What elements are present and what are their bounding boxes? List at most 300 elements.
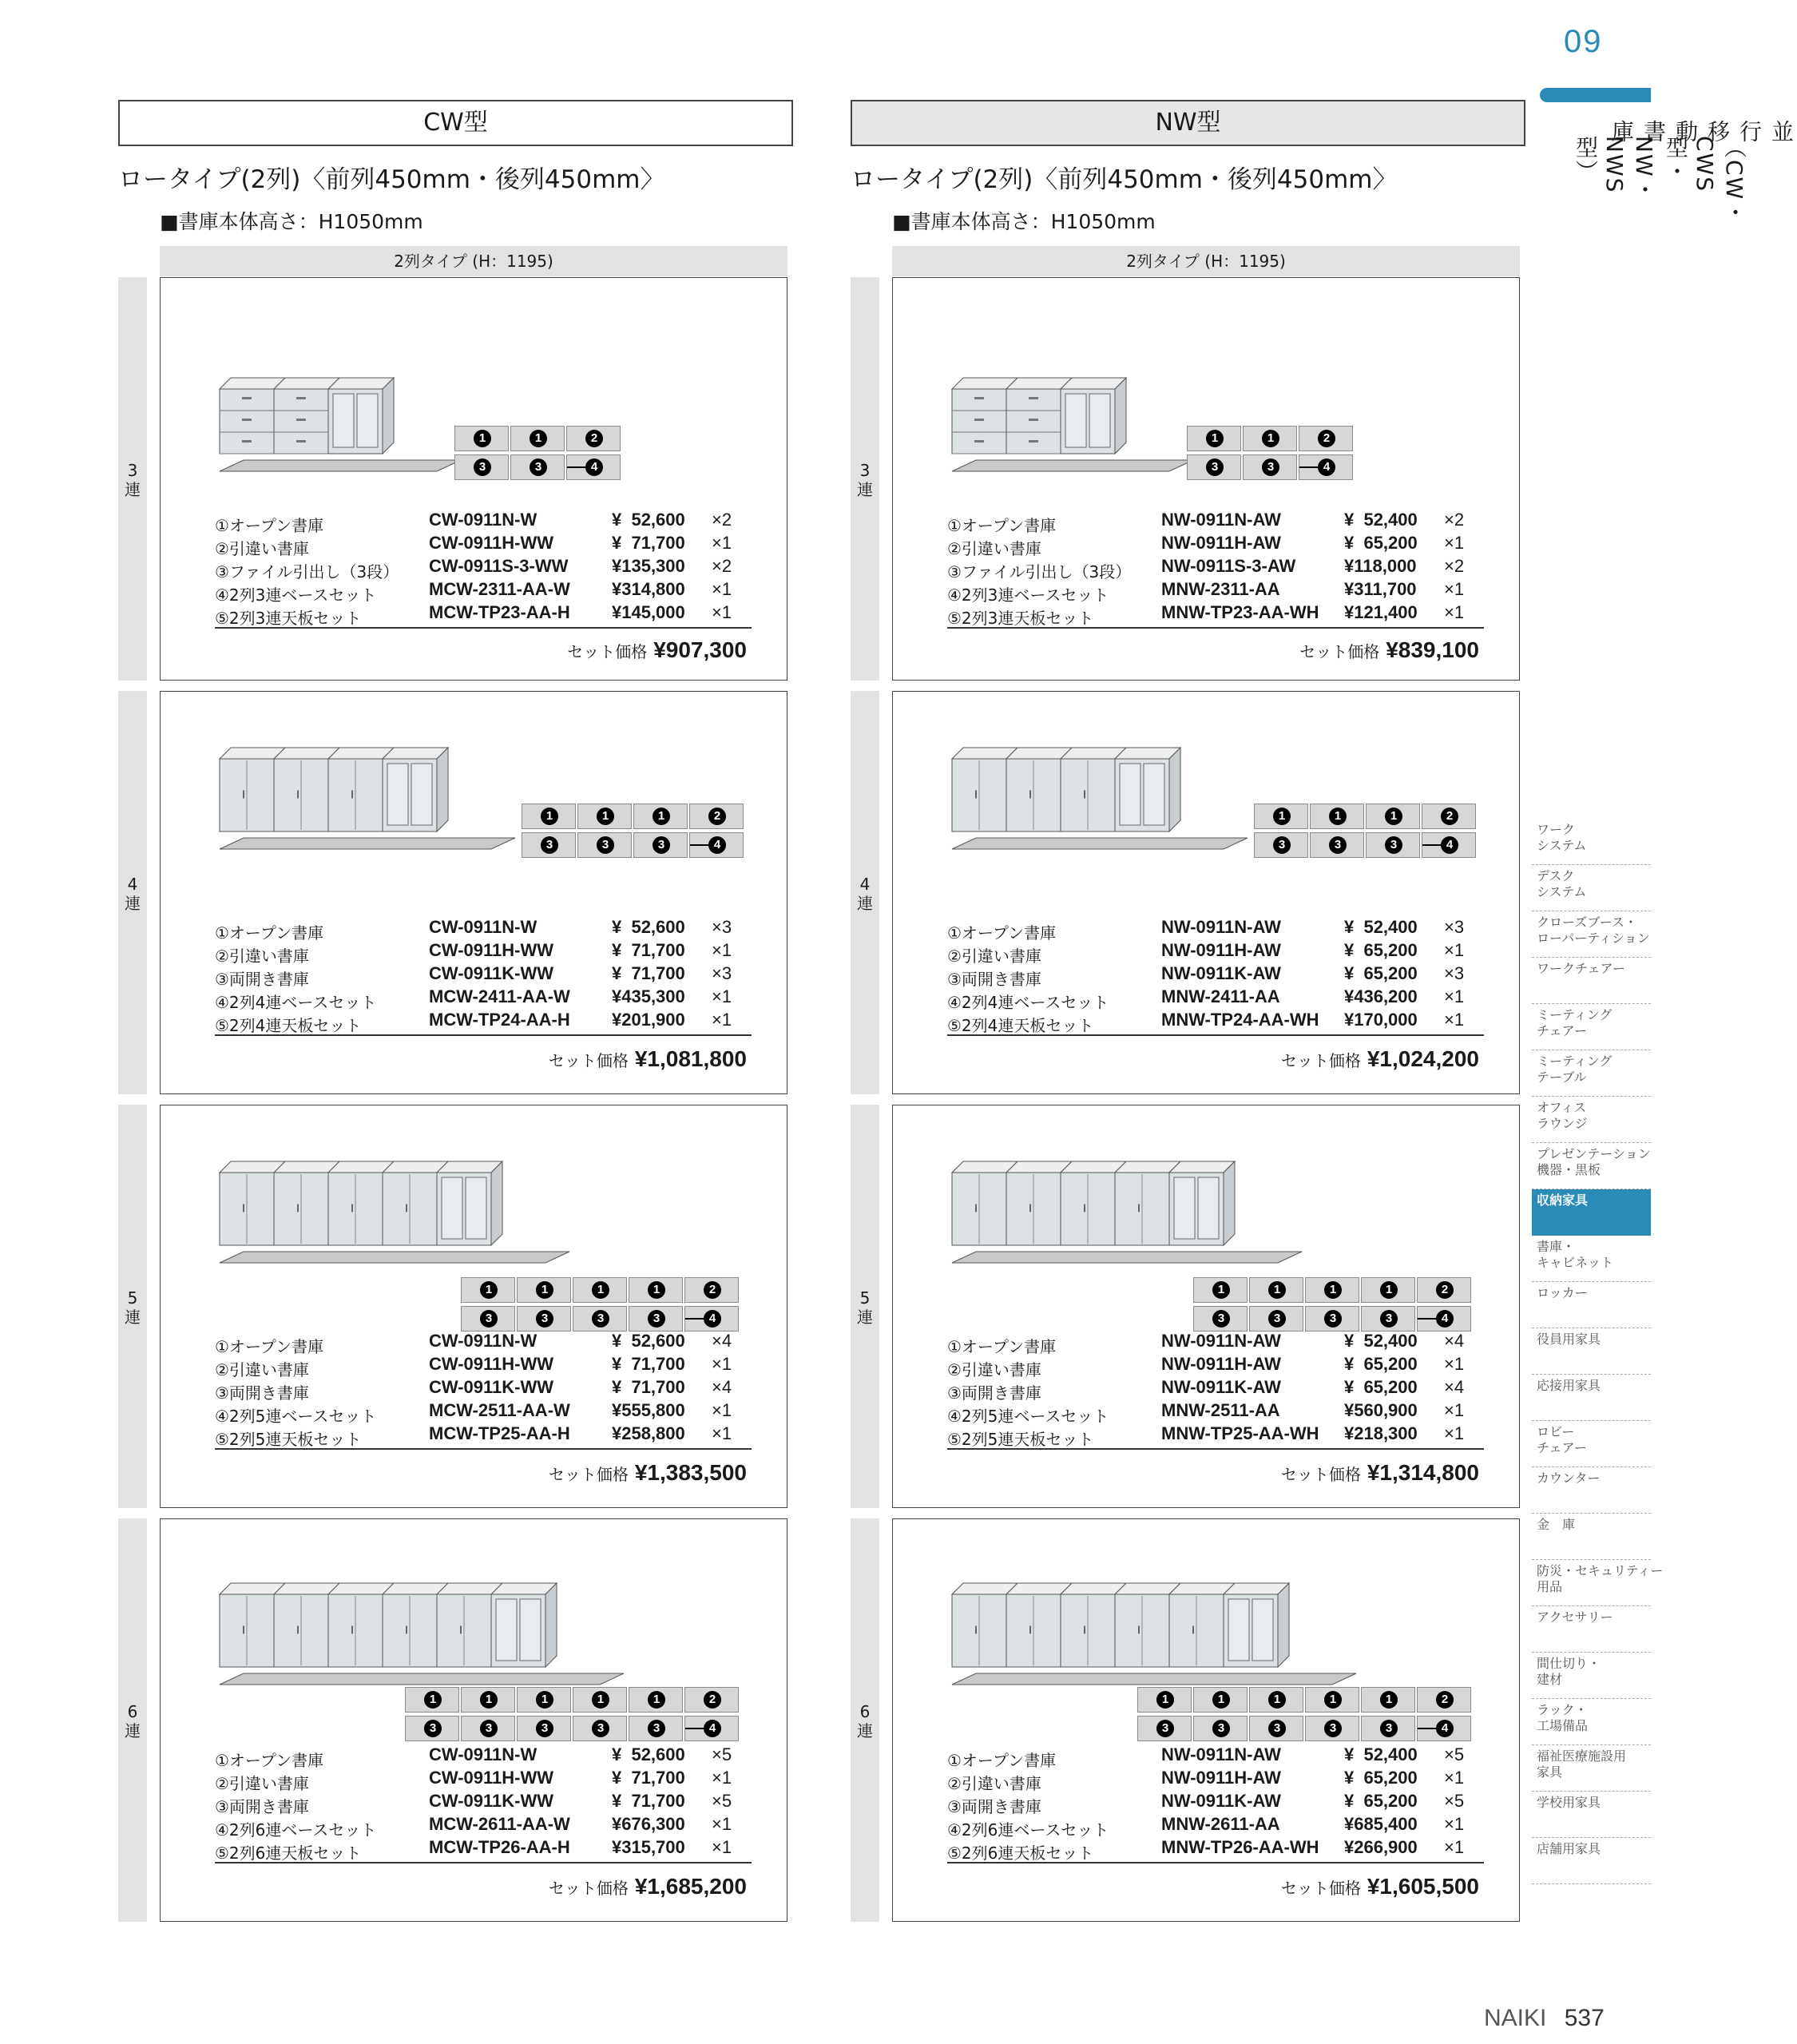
item-row <box>947 1814 1484 1840</box>
set-box <box>160 691 787 1094</box>
sidebar-item[interactable] <box>1532 1282 1651 1328</box>
row-label: 3 連 <box>125 461 141 499</box>
item-model: MCW-TP24-AA-H <box>429 1010 570 1030</box>
item-model: MNW-2411-AA <box>1161 986 1280 1006</box>
item-name: ④2列3連ベースセット <box>947 585 1109 605</box>
layout-cell <box>1422 832 1476 858</box>
item-price: ¥121,400 <box>1344 602 1418 622</box>
item-price: ¥ 71,700 <box>612 940 685 960</box>
item-name: ①オープン書庫 <box>215 516 324 535</box>
layout-number-badge: 1 <box>1212 1281 1230 1299</box>
layout-cell <box>689 832 744 858</box>
layout-number-badge: 1 <box>597 808 614 825</box>
item-price: ¥170,000 <box>1344 1010 1418 1030</box>
item-name: ③両開き書庫 <box>215 1383 309 1403</box>
sidebar-item[interactable] <box>1532 1792 1651 1838</box>
item-price: ¥ 65,200 <box>1344 1377 1418 1397</box>
item-qty: ×1 <box>1444 940 1465 960</box>
layout-cell <box>510 426 565 451</box>
brand-logo: NAIKI <box>1484 2005 1547 2031</box>
layout-number-badge: 3 <box>1385 836 1402 854</box>
item-name: ①オープン書庫 <box>215 923 324 943</box>
item-name: ④2列6連ベースセット <box>947 1820 1109 1840</box>
set-price-label: セット価格 <box>567 642 648 661</box>
item-model: NW-0911H-AW <box>1161 940 1281 960</box>
item-model: NW-0911H-AW <box>1161 1768 1281 1788</box>
item-qty: ×3 <box>712 963 732 983</box>
set-price-label: セット価格 <box>548 1051 629 1070</box>
cabinet-drawing <box>952 1161 1302 1269</box>
height-spec: ■書庫本体高さ：H1050mm <box>892 210 1156 233</box>
item-price: ¥ 52,400 <box>1344 510 1418 530</box>
item-name: ④2列5連ベースセット <box>215 1407 377 1426</box>
cabinet-illustration <box>220 1161 569 1272</box>
layout-number-badge: 1 <box>648 1281 665 1299</box>
layout-number-badge: 1 <box>648 1691 665 1709</box>
item-qty: ×1 <box>1444 602 1465 622</box>
sidebar-item[interactable] <box>1532 1467 1651 1514</box>
base-line-marker <box>1422 844 1442 846</box>
sidebar-item[interactable] <box>1532 1514 1651 1560</box>
cabinet-illustration <box>952 748 1248 859</box>
sidebar-item[interactable] <box>1532 1097 1651 1143</box>
item-price: ¥ 65,200 <box>1344 533 1418 553</box>
layout-cell <box>510 454 565 480</box>
layout-number-badge: 1 <box>480 1281 498 1299</box>
item-name: ⑤2列5連天板セット <box>215 1430 362 1449</box>
item-row <box>947 1354 1484 1377</box>
row-label-panel <box>851 277 879 681</box>
layout-number-badge: 4 <box>1436 1310 1454 1328</box>
layout-number-badge: 3 <box>480 1720 498 1737</box>
item-model: CW-0911K-WW <box>429 963 554 983</box>
layout-cell <box>461 1306 515 1332</box>
layout-cell <box>1417 1716 1471 1741</box>
layout-number-badge: 3 <box>480 1310 498 1328</box>
item-qty: ×1 <box>1444 1423 1465 1443</box>
sidebar-item-label: 店舗用家具 <box>1537 1841 1601 1856</box>
cabinet-drawing <box>220 748 515 855</box>
item-model: NW-0911N-AW <box>1161 510 1281 530</box>
layout-cell <box>684 1687 739 1713</box>
layout-diagram <box>1187 426 1355 482</box>
sidebar-item-label: 応接用家具 <box>1537 1378 1601 1393</box>
item-name: ③両開き書庫 <box>947 1797 1041 1816</box>
item-price: ¥ 52,400 <box>1344 1744 1418 1764</box>
item-model: MNW-2511-AA <box>1161 1400 1280 1420</box>
item-price: ¥ 71,700 <box>612 1354 685 1374</box>
item-model: CW-0911H-WW <box>429 533 554 553</box>
item-price: ¥118,000 <box>1344 556 1417 576</box>
base-line-marker <box>1418 1728 1437 1729</box>
item-name: ③両開き書庫 <box>215 970 309 989</box>
item-price: ¥ 65,200 <box>1344 940 1418 960</box>
layout-number-badge: 3 <box>1380 1720 1398 1737</box>
cw-column <box>118 100 793 1899</box>
item-name: ④2列4連ベースセット <box>947 993 1109 1012</box>
item-name: ①オープン書庫 <box>215 1751 324 1770</box>
layout-cell <box>566 454 621 480</box>
cabinet-drawing <box>952 748 1248 855</box>
layout-cell <box>573 1687 627 1713</box>
item-row <box>215 602 752 628</box>
layout-number-badge: 1 <box>480 1691 498 1709</box>
item-name: ④2列6連ベースセット <box>215 1820 377 1840</box>
layout-number-badge: 1 <box>592 1691 609 1709</box>
item-price: ¥436,200 <box>1344 986 1418 1006</box>
item-row <box>947 1768 1484 1791</box>
item-name: ⑤2列5連天板セット <box>947 1430 1094 1449</box>
item-qty: ×1 <box>1444 533 1465 553</box>
cabinet-illustration <box>220 748 515 859</box>
model-header: CW型 <box>118 100 793 146</box>
item-price: ¥ 71,700 <box>612 1791 685 1811</box>
item-list <box>947 1744 1484 1863</box>
layout-cell <box>684 1716 739 1741</box>
set-price <box>1281 1046 1479 1072</box>
layout-cell <box>1243 426 1297 451</box>
layout-cell <box>1254 804 1308 829</box>
unit-row-4連 <box>851 691 1525 1094</box>
set-price <box>549 1460 747 1486</box>
item-row <box>947 1331 1484 1354</box>
sidebar-item[interactable] <box>1532 1421 1651 1467</box>
item-price: ¥201,900 <box>612 1010 685 1030</box>
sidebar-item[interactable] <box>1532 819 1651 865</box>
row-label: 6 連 <box>857 1702 873 1740</box>
sidebar-item[interactable] <box>1532 1189 1651 1236</box>
item-row <box>947 1377 1484 1403</box>
item-row <box>215 1423 752 1447</box>
item-row <box>215 1837 752 1863</box>
layout-cell <box>1417 1687 1471 1713</box>
layout-cell <box>1137 1716 1192 1741</box>
item-row <box>215 1010 752 1033</box>
sidebar-item[interactable] <box>1532 1004 1651 1050</box>
set-box <box>160 1518 787 1922</box>
base-line-marker <box>1299 466 1319 468</box>
layout-number-badge: 1 <box>536 1691 553 1709</box>
item-model: NW-0911K-AW <box>1161 963 1281 983</box>
layout-cell <box>1305 1687 1359 1713</box>
item-model: CW-0911S-3-WW <box>429 556 569 576</box>
item-list <box>215 1331 752 1450</box>
layout-diagram <box>1137 1687 1473 1743</box>
sidebar-item[interactable] <box>1532 1745 1651 1792</box>
item-row <box>215 963 752 989</box>
sidebar-item-label: ワーク システム <box>1537 822 1587 853</box>
layout-number-badge: 3 <box>597 836 614 854</box>
item-name: ④2列5連ベースセット <box>947 1407 1109 1426</box>
item-price: ¥311,700 <box>1344 579 1417 599</box>
layout-number-badge: 2 <box>585 430 603 447</box>
item-list <box>947 510 1484 629</box>
item-row <box>215 510 752 533</box>
row-label-panel <box>851 1105 879 1508</box>
layout-number-badge: 1 <box>1329 808 1347 825</box>
item-model: CW-0911K-WW <box>429 1377 554 1397</box>
item-qty: ×1 <box>712 533 732 553</box>
item-row <box>947 1010 1484 1033</box>
item-model: NW-0911N-AW <box>1161 1744 1281 1764</box>
item-row <box>215 1791 752 1814</box>
row-label-panel <box>118 691 147 1094</box>
item-row <box>947 1744 1484 1768</box>
item-qty: ×2 <box>1444 556 1465 576</box>
item-row <box>215 556 752 579</box>
sidebar-item-label: ミーティング チェアー <box>1537 1007 1613 1038</box>
sidebar-item[interactable] <box>1532 1328 1651 1375</box>
item-model: NW-0911N-AW <box>1161 1331 1281 1351</box>
layout-number-badge: 1 <box>1273 808 1291 825</box>
sidebar-item[interactable] <box>1532 911 1651 958</box>
item-list <box>215 510 752 629</box>
sidebar-item-label: 福祉医療施設用 家具 <box>1537 1748 1627 1780</box>
unit-row-5連 <box>118 1105 793 1508</box>
item-row <box>947 579 1484 605</box>
item-model: MCW-TP26-AA-H <box>429 1837 570 1857</box>
layout-cell <box>1187 426 1241 451</box>
item-model: NW-0911H-AW <box>1161 533 1281 553</box>
cabinet-illustration <box>220 1583 624 1694</box>
sidebar-item-label: 役員用家具 <box>1537 1332 1601 1347</box>
layout-number-badge: 3 <box>1212 1720 1230 1737</box>
sidebar-item[interactable] <box>1532 1143 1651 1189</box>
sidebar-item[interactable] <box>1532 1606 1651 1653</box>
cabinet-illustration <box>220 378 461 481</box>
sidebar-item-label: アクセサリー <box>1537 1609 1613 1625</box>
layout-cell <box>573 1716 627 1741</box>
sidebar-item[interactable] <box>1532 1050 1651 1097</box>
set-price-value: ¥907,300 <box>653 637 747 662</box>
set-price-label: セット価格 <box>1280 1465 1361 1484</box>
layout-cell <box>1193 1306 1248 1332</box>
item-model: MCW-TP25-AA-H <box>429 1423 570 1443</box>
item-price: ¥435,300 <box>612 986 685 1006</box>
layout-cell <box>629 1716 683 1741</box>
layout-cell <box>633 832 688 858</box>
item-row <box>947 556 1484 579</box>
layout-number-badge: 1 <box>541 808 558 825</box>
layout-number-badge: 4 <box>704 1720 721 1737</box>
item-qty: ×5 <box>712 1791 732 1811</box>
layout-number-badge: 4 <box>1441 836 1458 854</box>
page-footer <box>1484 2005 1605 2032</box>
set-price-label: セット価格 <box>1280 1051 1361 1070</box>
item-row <box>947 940 1484 966</box>
item-list <box>215 1744 752 1863</box>
item-qty: ×1 <box>1444 579 1465 599</box>
item-name: ③ファイル引出し（3段） <box>215 562 399 581</box>
sidebar-item[interactable] <box>1532 1375 1651 1421</box>
layout-number-badge: 1 <box>536 1281 553 1299</box>
layout-cell <box>1417 1306 1471 1332</box>
item-qty: ×4 <box>1444 1331 1465 1351</box>
sidebar-item[interactable] <box>1532 865 1651 911</box>
layout-cell <box>461 1277 515 1303</box>
sidebar-item-label: デスク システム <box>1537 868 1587 899</box>
base-line-marker <box>567 466 586 468</box>
set-price-value: ¥1,685,200 <box>634 1874 747 1899</box>
item-price: ¥676,300 <box>612 1814 685 1834</box>
layout-cell <box>1310 804 1364 829</box>
item-name: ②引違い書庫 <box>215 1774 309 1793</box>
item-qty: ×1 <box>1444 1768 1465 1788</box>
item-model: CW-0911K-WW <box>429 1791 554 1811</box>
sidebar-item[interactable] <box>1532 1838 1651 1884</box>
layout-number-badge: 4 <box>708 836 726 854</box>
sidebar-item[interactable] <box>1532 1653 1651 1699</box>
item-price: ¥218,300 <box>1344 1423 1418 1443</box>
item-price: ¥314,800 <box>612 579 685 599</box>
item-name: ③ファイル引出し（3段） <box>947 562 1132 581</box>
sidebar-item[interactable] <box>1532 1236 1651 1282</box>
item-name: ②引違い書庫 <box>215 539 309 558</box>
item-qty: ×5 <box>712 1744 732 1764</box>
set-price <box>549 1046 747 1072</box>
item-price: ¥ 71,700 <box>612 1768 685 1788</box>
item-row <box>947 602 1484 628</box>
row-label: 5 連 <box>857 1288 873 1327</box>
set-box <box>892 1518 1520 1922</box>
chapter-number: 09 <box>1564 24 1603 59</box>
row-label: 5 連 <box>125 1288 141 1327</box>
item-qty: ×5 <box>1444 1744 1465 1764</box>
layout-number-badge: 3 <box>1324 1720 1342 1737</box>
item-price: ¥ 65,200 <box>1344 963 1418 983</box>
layout-cell <box>517 1687 571 1713</box>
item-row <box>947 1423 1484 1447</box>
item-qty: ×1 <box>1444 1814 1465 1834</box>
category-sidebar <box>1532 819 1664 1884</box>
layout-cell <box>577 804 632 829</box>
row-label-panel <box>118 277 147 681</box>
layout-cell <box>1193 1277 1248 1303</box>
layout-cell <box>522 832 576 858</box>
item-qty: ×1 <box>712 1423 732 1443</box>
item-name: ③両開き書庫 <box>947 1383 1041 1403</box>
layout-cell <box>684 1277 739 1303</box>
layout-number-badge: 1 <box>1268 1281 1286 1299</box>
layout-number-badge: 1 <box>1380 1691 1398 1709</box>
item-qty: ×2 <box>1444 510 1465 530</box>
layout-number-badge: 2 <box>1441 808 1458 825</box>
layout-number-badge: 3 <box>536 1720 553 1737</box>
sidebar-item[interactable] <box>1532 1699 1651 1745</box>
item-model: NW-0911S-3-AW <box>1161 556 1296 576</box>
sidebar-item-label: 学校用家具 <box>1537 1795 1601 1810</box>
layout-number-badge: 1 <box>1324 1281 1342 1299</box>
product-subtitle: ロータイプ(2列)〈前列450mm・後列450mm〉 <box>851 165 1398 194</box>
layout-number-badge: 3 <box>1212 1310 1230 1328</box>
layout-number-badge: 3 <box>1206 458 1224 476</box>
item-name: ②引違い書庫 <box>947 539 1041 558</box>
layout-number-badge: 3 <box>1380 1310 1398 1328</box>
layout-number-badge: 4 <box>1318 458 1335 476</box>
item-model: MNW-TP25-AA-WH <box>1161 1423 1319 1443</box>
layout-cell <box>633 804 688 829</box>
base-line-marker <box>685 1318 704 1320</box>
item-name: ①オープン書庫 <box>947 516 1057 535</box>
layout-cell <box>1366 804 1420 829</box>
layout-number-badge: 3 <box>541 836 558 854</box>
item-model: MNW-2611-AA <box>1161 1814 1280 1834</box>
item-model: CW-0911H-WW <box>429 1354 554 1374</box>
set-price-value: ¥1,024,200 <box>1367 1046 1479 1071</box>
set-price <box>1281 1460 1479 1486</box>
layout-cell <box>1310 832 1364 858</box>
item-name: ⑤2列4連天板セット <box>947 1016 1094 1035</box>
item-qty: ×2 <box>712 510 732 530</box>
item-row <box>947 510 1484 533</box>
product-subtitle: ロータイプ(2列)〈前列450mm・後列450mm〉 <box>118 165 665 194</box>
layout-cell <box>1299 454 1353 480</box>
item-price: ¥560,900 <box>1344 1400 1418 1420</box>
layout-cell <box>1249 1306 1303 1332</box>
item-price: ¥ 52,600 <box>612 510 685 530</box>
item-price: ¥135,300 <box>612 556 685 576</box>
sidebar-item[interactable] <box>1532 958 1651 1004</box>
sidebar-item-label: クローズブース・ ローパーティション <box>1537 915 1650 946</box>
row-label-panel <box>851 1518 879 1922</box>
item-row <box>215 1814 752 1840</box>
item-name: ⑤2列6連天板セット <box>215 1844 362 1863</box>
item-model: NW-0911N-AW <box>1161 917 1281 937</box>
unit-row-6連 <box>851 1518 1525 1922</box>
sidebar-item-label: 間仕切り・ 建材 <box>1537 1656 1601 1687</box>
sidebar-item-label: ミーティング テーブル <box>1537 1054 1613 1085</box>
item-row <box>947 1791 1484 1814</box>
item-qty: ×1 <box>712 1814 732 1834</box>
item-model: NW-0911K-AW <box>1161 1377 1281 1397</box>
unit-row-6連 <box>118 1518 793 1922</box>
height-spec: ■書庫本体高さ：H1050mm <box>160 210 423 233</box>
layout-number-badge: 1 <box>1156 1691 1174 1709</box>
set-box <box>892 691 1520 1094</box>
item-name: ①オープン書庫 <box>947 1337 1057 1356</box>
item-name: ⑤2列3連天板セット <box>215 609 362 628</box>
item-row <box>215 1377 752 1403</box>
layout-number-badge: 4 <box>1436 1720 1454 1737</box>
item-qty: ×1 <box>712 1837 732 1857</box>
layout-cell <box>1193 1716 1248 1741</box>
layout-number-badge: 3 <box>592 1310 609 1328</box>
layout-number-badge: 4 <box>704 1310 721 1328</box>
layout-cell <box>573 1306 627 1332</box>
layout-cell <box>1361 1277 1415 1303</box>
layout-number-badge: 1 <box>1385 808 1402 825</box>
sidebar-item-label: 収納家具 <box>1537 1193 1589 1208</box>
item-price: ¥ 71,700 <box>612 963 685 983</box>
item-price: ¥258,800 <box>612 1423 685 1443</box>
cabinet-drawing <box>952 378 1193 478</box>
item-model: CW-0911N-W <box>429 1744 538 1764</box>
row-label-panel <box>851 691 879 1094</box>
layout-number-badge: 2 <box>1436 1691 1454 1709</box>
item-model: MCW-2511-AA-W <box>429 1400 570 1420</box>
layout-cell <box>1249 1687 1303 1713</box>
layout-number-badge: 3 <box>648 1720 665 1737</box>
item-qty: ×3 <box>1444 963 1465 983</box>
layout-cell <box>1299 426 1353 451</box>
item-qty: ×1 <box>1444 1010 1465 1030</box>
sidebar-item-label: ワークチェアー <box>1537 961 1626 976</box>
sidebar-item-label: 防災・セキュリティー 用品 <box>1537 1563 1664 1594</box>
sidebar-item[interactable] <box>1532 1560 1664 1606</box>
item-qty: ×1 <box>712 986 732 1006</box>
item-qty: ×1 <box>712 940 732 960</box>
layout-cell <box>629 1306 683 1332</box>
